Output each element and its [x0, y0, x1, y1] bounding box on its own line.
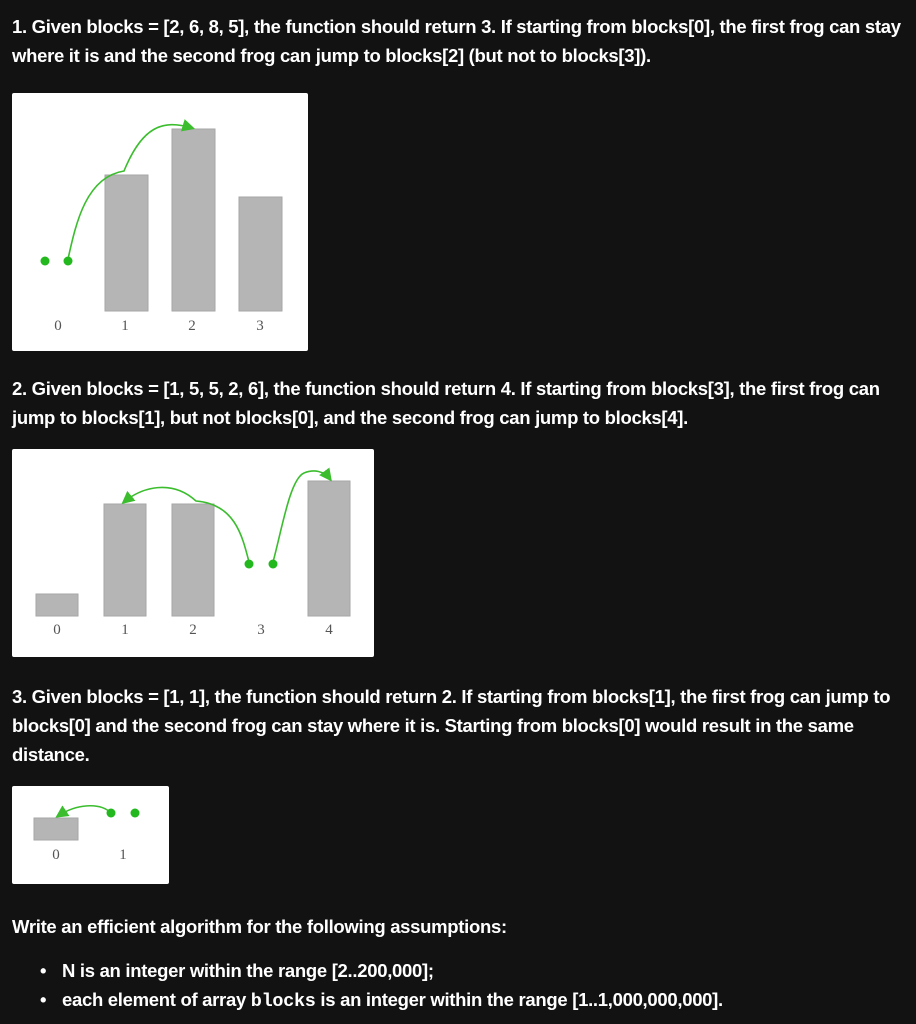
block-0	[36, 594, 78, 616]
index-3: 3	[256, 318, 264, 334]
frog-2	[269, 560, 278, 569]
figure-1-svg	[12, 93, 308, 351]
frog-2	[64, 257, 73, 266]
frog-jump-left	[58, 806, 111, 816]
frog-1	[245, 560, 254, 569]
index-0: 0	[53, 622, 61, 638]
index-1: 1	[119, 847, 127, 863]
block-1	[105, 175, 148, 311]
assumption-element-range: • each element of array blocks is an integer within the range [1..1,000,000,000].	[40, 985, 723, 1016]
block-0	[34, 818, 78, 840]
index-3: 3	[257, 622, 265, 638]
figure-3-svg	[12, 786, 169, 884]
figure-example-2	[12, 449, 374, 657]
index-1: 1	[121, 622, 129, 638]
index-4: 4	[325, 622, 333, 638]
block-2	[172, 504, 214, 616]
block-4	[308, 481, 350, 616]
assumptions-intro: Write an efficient algorithm for the following assumptions:	[12, 916, 507, 937]
frog-2	[131, 809, 140, 818]
frog-1	[107, 809, 116, 818]
block-2	[172, 129, 215, 311]
index-0: 0	[52, 847, 60, 863]
index-1: 1	[121, 318, 129, 334]
figure-example-1	[12, 93, 308, 351]
block-1	[104, 504, 146, 616]
frog-1	[41, 257, 50, 266]
block-3	[239, 197, 282, 311]
index-0: 0	[54, 318, 62, 334]
assumptions-list	[40, 956, 723, 1016]
index-2: 2	[189, 622, 197, 638]
figure-example-3	[12, 786, 169, 884]
figure-2-svg	[12, 449, 374, 657]
example-3-text: 3. Given blocks = [1, 1], the function should return 2. If starting from blocks[1], the first frog can jump to blocks[0] and the second frog can stay where it is. Starting from blocks[0] would result in the same distance.	[12, 686, 891, 765]
index-2: 2	[188, 318, 196, 334]
assumption-n-range: • N is an integer within the range [2..200,000];	[40, 956, 723, 985]
example-2-text: 2. Given blocks = [1, 5, 5, 2, 6], the function should return 4. If starting from blocks[3], the first frog can jump to blocks[1], but not blocks[0], and the second frog can jump to blocks[4].	[12, 378, 880, 428]
example-1-text: 1. Given blocks = [2, 6, 8, 5], the function should return 3. If starting from blocks[0], the first frog can stay where it is and the second frog can jump to blocks[2] (but not to blocks[3]).	[12, 16, 901, 66]
